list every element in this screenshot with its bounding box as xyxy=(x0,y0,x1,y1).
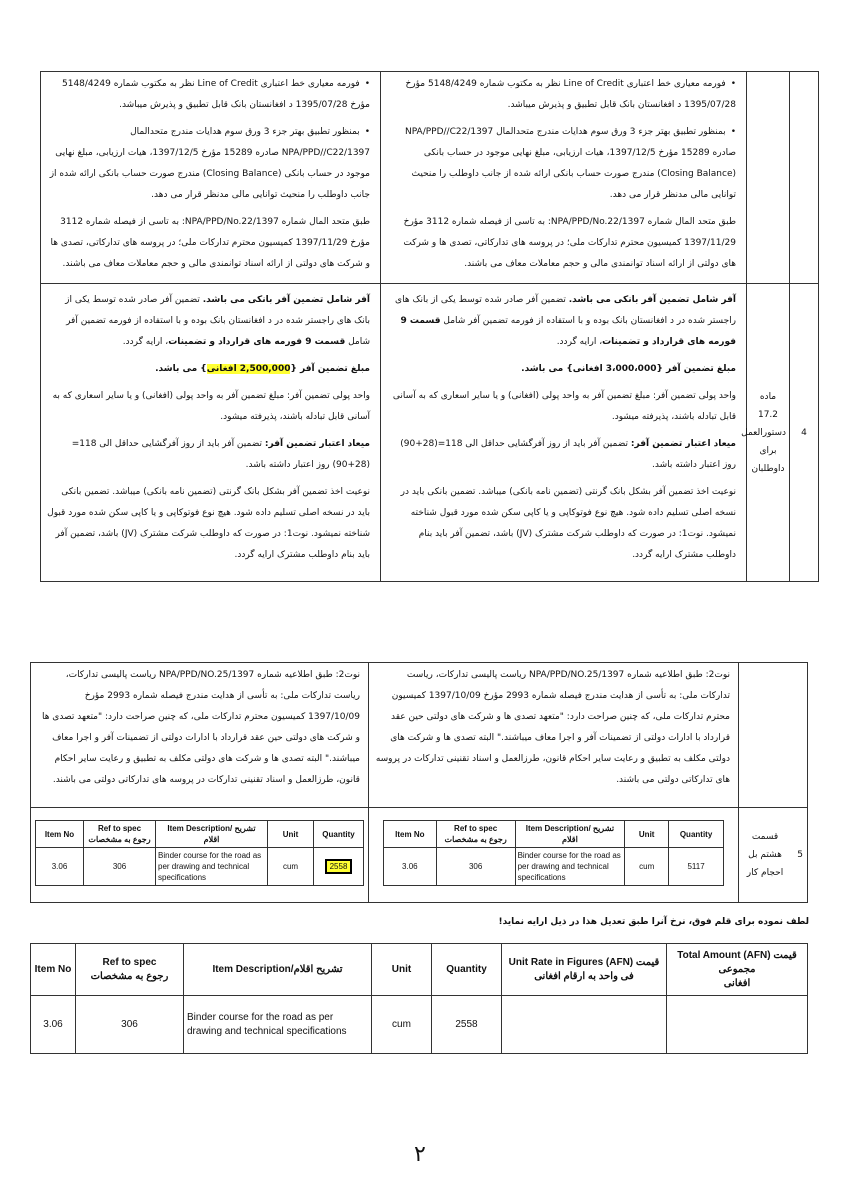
circular-no22-text: طبق متحد المال شماره NPA/PPD/No.22/1397: به تاسی از فیصله شماره 3112 مؤرخ 1397/11/29 کمیسیون محترم تدارکات ملی؛ در پروسه های تدارکاتی، تصدی ها و شرکت های دولتی از ارائه اسناد توانمندی مالی و حجم معاملات معاف می باشند. xyxy=(50,217,370,269)
bid-security-type: نوعیت اخذ تضمین آفر بشکل بانک گرنتی (تضمین نامه بانکی) میباشد. تضمین بانکی باید در نسخه اصلی تسلیم داده شود. هیچ نوع فوتوکاپی و یا کاپی سکن شده مورد قبول شناخته نمیشود. نوت1: در صورت که داوطلب شرکت مشترک (JV) باشد، تضمین آفر باید بنام داوطلب مشترک ارایه گردد. xyxy=(47,487,370,560)
highlighted-quantity: 2558 xyxy=(325,859,353,874)
highlighted-amount: 2,500,000 افغانی xyxy=(206,364,291,374)
original-boq-cell xyxy=(369,808,739,903)
bid-security-validity: میعاد اعتبار تضمین آفر: تضمین آفر باید از روز آفرگشایی حداقل الی 118=(28+90) روز اعتبار داشته باشد. xyxy=(400,439,736,470)
requirements-table-top xyxy=(40,71,819,582)
item-no-header: Item No xyxy=(31,944,76,996)
clause-reference: قسمت هشتم بل احجام کار xyxy=(746,832,784,878)
original-text-cell xyxy=(381,72,747,284)
total-amount-input[interactable] xyxy=(667,996,808,1054)
table-row xyxy=(31,808,808,903)
empty-num-cell xyxy=(790,72,819,284)
ref-spec: 306 xyxy=(76,996,184,1054)
bid-security-amount: مبلغ تضمین آفر {3،000،000 افغانی} می باشد. xyxy=(521,364,736,374)
description-header: Item Description/ تشریح اقلام xyxy=(515,821,625,848)
ref-spec: 306 xyxy=(436,848,515,886)
table-row xyxy=(31,996,808,1054)
description: Binder course for the road as per drawing and technical specifications xyxy=(515,848,625,886)
item-no: 3.06 xyxy=(31,996,76,1054)
row5-ref-num-cell xyxy=(739,808,808,903)
note2-text: نوت2: طبق اطلاعیه شماره NPA/PPD/NO.25/1397 ریاست پالیسی تدارکات، ریاست تدارکات ملی: به تأسی از هدایت مندرج فیصله شماره 2993 مؤرخ 1397/10/09 کمیسیون محترم تدارکات ملی، که چنین صراحت دارد: "متعهد تصدی ها و شرکت های دولتی حین عقد قرارداد با ادارات دولتی از تضمینات آفر و اجرا معاف میباشند." البته تصدی ها و شرکت های دولتی مکلف به تطبیق و رعایت سایر احکام قانون، طرزالعمل و اسناد تقنینی تدارکات در پروسه های تدارکاتی دولتی می باشند. xyxy=(41,670,360,785)
original-note-cell xyxy=(369,663,739,808)
ref-spec-header: Ref to spec رجوع به مشخصات xyxy=(84,821,156,848)
table-row xyxy=(41,284,819,582)
boq-table-original xyxy=(383,820,724,886)
description-header: Item Description/تشریح اقلام xyxy=(184,944,372,996)
bid-security-type: نوعیت اخذ تضمین آفر بشکل بانک گرنتی (تضمین نامه بانکی) میباشد. تضمین بانکی باید در نسخه اصلی تسلیم داده شود. هیچ نوع فوتوکاپی و یا کاپی سکن شده مورد قبول شناخته نمیشود. نوت1: در صورت که داوطلب شرکت مشترک (JV) باشد، تضمین آفر باید بنام داوطلب مشترک ارایه گردد. xyxy=(400,487,736,560)
table-row xyxy=(41,72,819,284)
ref-spec-header: Ref to spec رجوع به مشخصات xyxy=(436,821,515,848)
bullet-closing-balance: • بمنظور تطبیق بهتر جزء 3 ورق سوم هدایات مندرج متحدالمال NPA/PPD//C22/1397 صادره 15289 مؤرخ 1397/12/5، هیات ارزیابی، مبلغ نهایی موجود در حساب بانکی (Closing Balance) مندرج صورت حساب بانکی ارائه شده از جانب داوطلب را منحیث توانایی مالی مدنظر قرار می دهد. xyxy=(47,122,370,206)
total-amount-header: Total Amount (AFN) قیمت مجموعی افغانی xyxy=(667,944,808,996)
bid-security-intro: آفر شامل تضمین آفر بانکی می باشد. تضمین آفر صادر شده توسط یکی از بانک های راجستر شده در د افغانستان بانک بوده و با استفاده از فورمه تضمین آفر شامل قسمت 9 فورمه های قرارداد و تضمینات، ارایه گردد. xyxy=(65,295,370,347)
quantity-header: Quantity xyxy=(432,944,502,996)
item-no: 3.06 xyxy=(36,848,84,886)
description: Binder course for the road as per drawing and technical specifications xyxy=(156,848,268,886)
unit-rate-header: Unit Rate in Figures (AFN) قیمت فی واحد به ارقام افغانی xyxy=(502,944,667,996)
item-no-header: Item No xyxy=(384,821,437,848)
description: Binder course for the road as per drawing and technical specifications xyxy=(184,996,372,1054)
empty-ref-cell xyxy=(739,663,808,808)
ref-spec: 306 xyxy=(84,848,156,886)
description-header: Item Description/ تشریح اقلام xyxy=(156,821,268,848)
quantity-header: Quantity xyxy=(669,821,724,848)
item-no: 3.06 xyxy=(384,848,437,886)
quantity: 2558 xyxy=(432,996,502,1054)
table-row xyxy=(31,663,808,808)
unit: cum xyxy=(268,848,314,886)
row-number: 4 xyxy=(790,284,819,582)
instruction-text: لطف نموده برای قلم فوق، نرخ آنرا طبق تعدیل هذا در ذیل ارایه نماید! xyxy=(498,917,809,927)
unit: cum xyxy=(372,996,432,1054)
amended-text-cell xyxy=(41,72,381,284)
unit-header: Unit xyxy=(268,821,314,848)
amended-note-cell xyxy=(31,663,369,808)
quantity-header: Quantity xyxy=(314,821,364,848)
amended-boq-cell xyxy=(31,808,369,903)
original-bid-security-cell xyxy=(381,284,747,582)
empty-ref-cell xyxy=(747,72,790,284)
boq-table-amended xyxy=(35,820,364,886)
table-header-row xyxy=(31,944,808,996)
item-no-header: Item No xyxy=(36,821,84,848)
note2-text: نوت2: طبق اطلاعیه شماره NPA/PPD/NO.25/1397 ریاست پالیسی تدارکات، ریاست تدارکات ملی: به تأسی از هدایت مندرج فیصله شماره 2993 مؤرخ 1397/10/09 کمیسیون محترم تدارکات ملی، که چنین صراحت دارد: "متعهد تصدی ها و شرکت های دولتی حین عقد قرارداد با ادارات دولتی از تضمینات آفر و اجرا معاف میباشند." البته تصدی ها و شرکت های دولتی مکلف به تطبیق و رعایت سایر احکام قانون، طرزالعمل و اسناد تقنینی تدارکات در پروسه های تدارکاتی دولتی می باشند. xyxy=(375,670,730,785)
amended-bid-security-cell xyxy=(41,284,381,582)
bid-security-currency: واحد پولی تضمین آفر: مبلغ تضمین آفر به واحد پولی (افغانی) و یا سایر اسعاری که به آسانی قابل تبادله باشند، پذیرفته میشود. xyxy=(52,391,370,422)
bid-security-currency: واحد پولی تضمین آفر: مبلغ تضمین آفر به واحد پولی (افغانی) و یا سایر اسعاری که به آسانی قابل تبادله باشند، پذیرفته میشود. xyxy=(392,391,736,422)
unit-header: Unit xyxy=(372,944,432,996)
circular-no22-text: طبق متحد المال شماره NPA/PPD/No.22/1397: به تاسی از فیصله شماره 3112 مؤرخ 1397/11/29 کمیسیون محترم تدارکات ملی؛ در پروسه های تدارکاتی، تصدی ها و شرکت های دولتی از ارائه اسناد توانمندی مالی و حجم معاملات معاف می باشند. xyxy=(403,217,736,269)
unit-rate-input[interactable] xyxy=(502,996,667,1054)
row-number: 5 xyxy=(797,850,803,860)
ref-spec-header: Ref to spec رجوع به مشخصات xyxy=(76,944,184,996)
clause-reference: ماده 17.2 دستورالعمل برای داوطلبان xyxy=(747,284,790,582)
bid-security-validity: میعاد اعتبار تضمین آفر: تضمین آفر باید از روز آفرگشایی حداقل الی 118=(28+90) روز اعتبار داشته باشد. xyxy=(71,439,370,470)
quantity: 5117 xyxy=(669,848,724,886)
requirements-table-middle xyxy=(30,662,808,903)
bid-security-intro: آفر شامل تضمین آفر بانکی می باشد. تضمین آفر صادر شده توسط یکی از بانک های راجستر شده در د افغانستان بانک بوده و با استفاده از فورمه تضمین آفر شامل قسمت 9 فورمه های قرارداد و تضمینات، ارایه گردد. xyxy=(395,295,736,347)
bullet-closing-balance: • بمنظور تطبیق بهتر جزء 3 ورق سوم هدایات مندرج متحدالمال NPA/PPD//C22/1397 صادره 15289 مؤرخ 1397/12/5، هیات ارزیابی، مبلغ نهایی موجود در حساب بانکی (Closing Balance) مندرج صورت حساب بانکی ارائه شده از جانب داوطلب را منحیث توانایی مالی مدنظر قرار می دهد. xyxy=(387,122,736,206)
quantity xyxy=(314,848,364,886)
page-number: ۲ xyxy=(414,1142,426,1167)
unit: cum xyxy=(625,848,669,886)
bullet-line-of-credit: • فورمه معیاری خط اعتباری Line of Credit نظر به مکتوب شماره 5148/4249 مؤرخ 1395/07/28 د افغانستان بانک قابل تطبیق و پذیرش میباشد. xyxy=(47,74,370,116)
bullet-line-of-credit: • فورمه معیاری خط اعتباری Line of Credit نظر به مکتوب شماره 5148/4249 مؤرخ 1395/07/28 د افغانستان بانک قابل تطبیق و پذیرش میباشد. xyxy=(387,74,736,116)
bid-security-amount: مبلغ تضمین آفر {2,500,000 افغانی} می باشد. xyxy=(155,364,370,374)
price-schedule-table xyxy=(30,943,808,1054)
unit-header: Unit xyxy=(625,821,669,848)
